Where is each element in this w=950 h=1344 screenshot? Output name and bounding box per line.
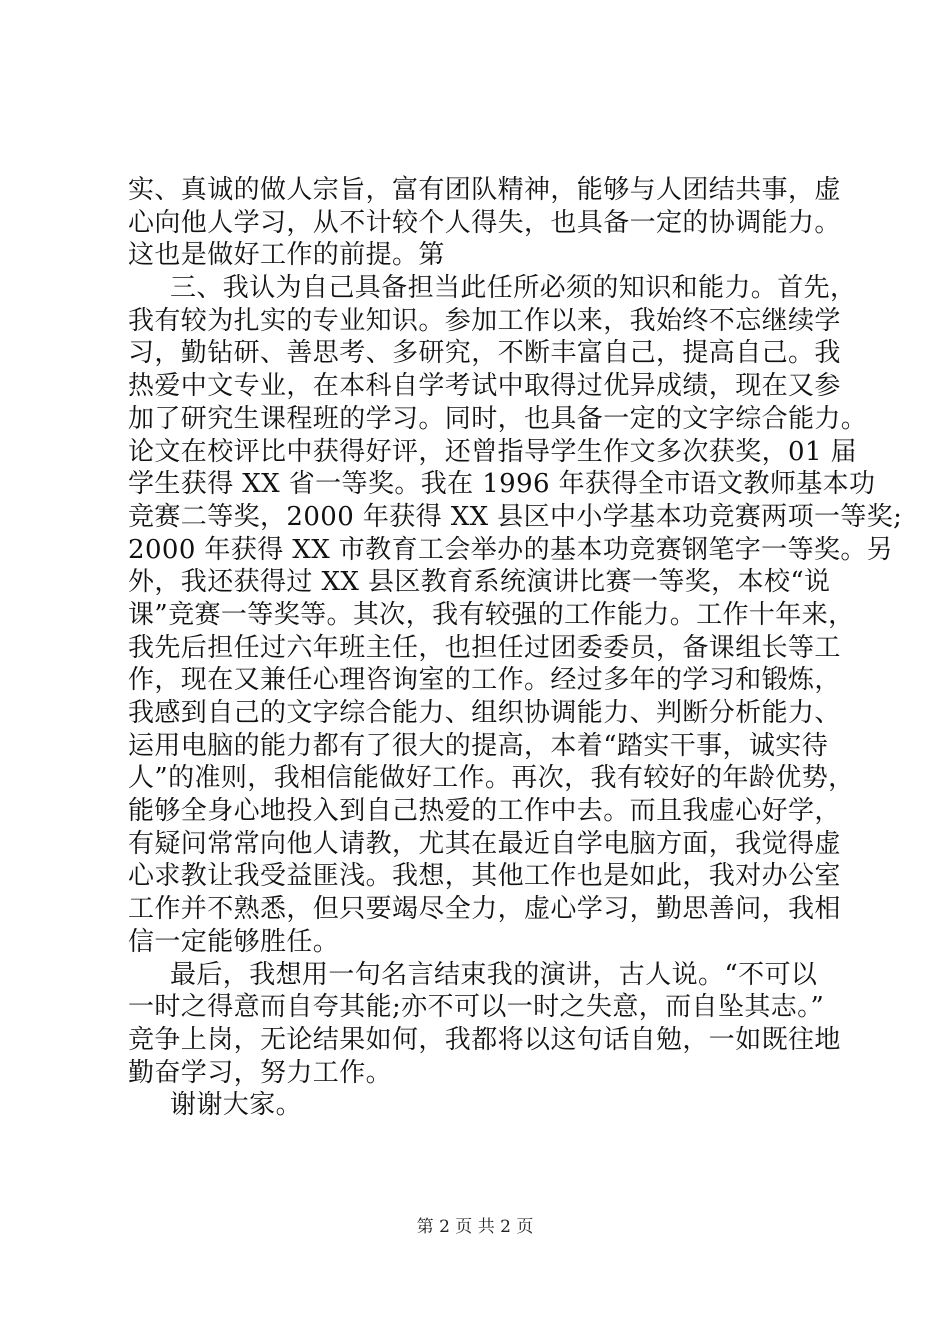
text-line: 运用电脑的能力都有了很大的提高，本着“踏实干事，诚实待 (128, 730, 829, 761)
text-line: 这也是做好工作的前提。第 (128, 240, 445, 271)
text-line: 能够全身心地投入到自己热爱的工作中去。而且我虚心好学， (128, 796, 841, 827)
document-body (128, 174, 903, 1122)
text-line: 人”的准则，我相信能做好工作。再次，我有较好的年龄优势， (128, 763, 855, 794)
text-line: 课”竞赛一等奖等。其次，我有较强的工作能力。工作十年来， (128, 599, 855, 630)
paragraph-start-line: 最后，我想用一句名言结束我的演讲，古人说。“不可以 (170, 959, 818, 990)
text-line: 信一定能够胜任。 (128, 926, 340, 957)
text-line: 竞争上岗，无论结果如何，我都将以这句话自勉，一如既往地 (128, 1024, 841, 1055)
text-line: 习，勤钻研、善思考、多研究，不断丰富自己，提高自己。我 (128, 338, 841, 369)
text-line: 有疑问常常向他人请教，尤其在最近自学电脑方面，我觉得虚 (128, 828, 841, 859)
text-line: 竞赛二等奖，2000 年获得 XX 县区中小学基本功竞赛两项一等奖; (128, 501, 903, 532)
text-line: 我先后担任过六年班主任，也担任过团委委员，备课组长等工 (128, 632, 841, 663)
text-line: 学生获得 XX 省一等奖。我在 1996 年获得全市语文教师基本功 (128, 469, 876, 500)
text-line: 实、真诚的做人宗旨，富有团队精神，能够与人团结共事，虚 (128, 175, 841, 205)
page-number-footer: 第 2 页 共 2 页 (416, 1217, 534, 1237)
text-line: 我感到自己的文字综合能力、组织协调能力、判断分析能力、 (128, 698, 841, 728)
closing-line: 谢谢大家。 (170, 1090, 303, 1121)
text-line: 论文在校评比中获得好评，还曾指导学生作文多次获奖，01 届 (128, 436, 857, 467)
text-line: 2000 年获得 XX 市教育工会举办的基本功竞赛钢笔字一等奖。另 (128, 534, 894, 565)
text-line: 心求教让我受益匪浅。我想，其他工作也是如此，我对办公室 (128, 861, 841, 892)
text-line: 作，现在又兼任心理咨询室的工作。经过多年的学习和锻炼， (128, 665, 841, 696)
text-line: 心向他人学习，从不计较个人得失，也具备一定的协调能力。 (128, 207, 841, 238)
paragraph-start-line: 三、我认为自己具备担当此任所必须的知识和能力。首先， (170, 273, 857, 304)
text-line: 热爱中文专业，在本科自学考试中取得过优异成绩，现在又参 (128, 371, 841, 402)
text-line: 外，我还获得过 XX 县区教育系统演讲比赛一等奖，本校“说 (128, 567, 831, 598)
text-line: 我有较为扎实的专业知识。参加工作以来，我始终不忘继续学 (128, 305, 841, 336)
text-line: 加了研究生课程班的学习。同时，也具备一定的文字综合能力。 (128, 403, 868, 434)
text-line: 工作并不熟悉，但只要竭尽全力，虚心学习，勤思善问，我相 (128, 894, 841, 925)
text-line: 一时之得意而自夸其能;亦不可以一时之失意，而自坠其志。” (128, 992, 825, 1023)
text-line: 勤奋学习，努力工作。 (128, 1057, 393, 1088)
